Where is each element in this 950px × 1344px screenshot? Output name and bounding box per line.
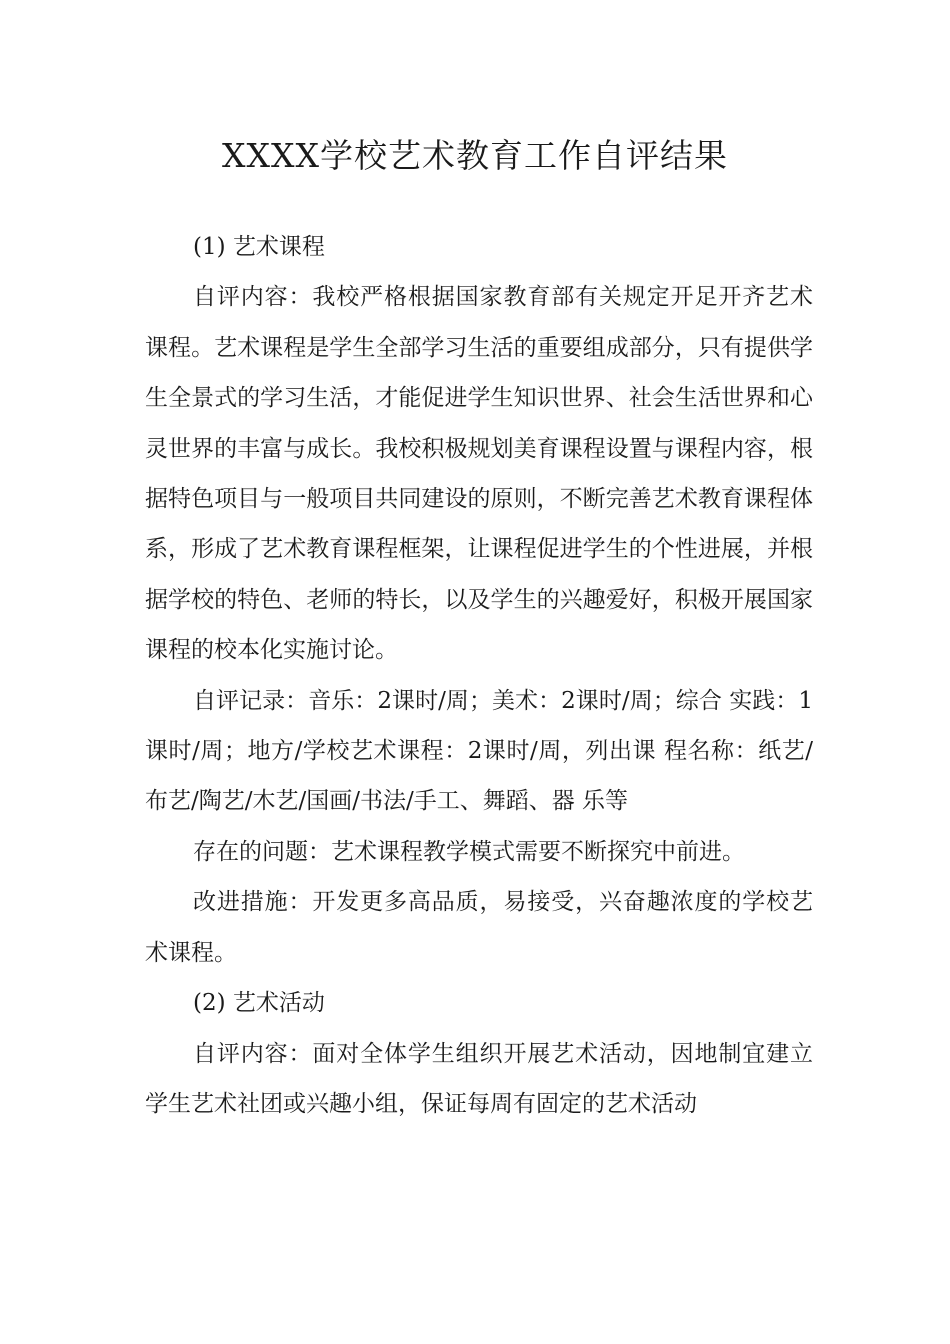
paragraph-improvement-measures: 改进措施：开发更多高品质，易接受，兴奋趣浓度的学校艺术课程。 <box>145 889 813 966</box>
document-body <box>145 222 813 1129</box>
paragraph-activities-content: 自评内容：面对全体学生组织开展艺术活动，因地制宜建立学生艺术社团或兴趣小组，保证每周有固定的艺术活动 <box>145 1040 813 1117</box>
paragraph-self-evaluation-content: 自评内容：我校严格根据国家教育部有关规定开足开齐艺术课程。艺术课程是学生全部学习生活的重要组成部分，只有提供学生全景式的学习生活，才能促进学生知识世界、社会生活世界和心灵世界的丰富与成长。我校积极规划美育课程设置与课程内容，根据特色项目与一般项目共同建设的原则，不断完善艺术教育课程体系，形成了艺术教育课程框架，让课程促进学生的个性进展，并根据学校的特色、老师的特长，以及学生的兴趣爱好，积极开展国家课程的校本化实施讨论。 <box>145 284 813 664</box>
document-title: XXXX学校艺术教育工作自评结果 <box>222 136 728 175</box>
paragraph-self-evaluation-record: 自评记录：音乐：2课时/周；美术：2课时/周；综合 实践：1课时/周；地方/学校艺术课程：2课时/周，列出课 程名称：纸艺/布艺/陶艺/木艺/国画/书法/手工、舞蹈、器 乐等 <box>145 687 813 815</box>
paragraph-existing-problems: 存在的问题：艺术课程教学模式需要不断探究中前进。 <box>193 838 745 865</box>
section-heading-art-courses: (1) 艺术课程 <box>193 234 325 260</box>
section-heading-art-activities: (2) 艺术活动 <box>193 990 325 1017</box>
